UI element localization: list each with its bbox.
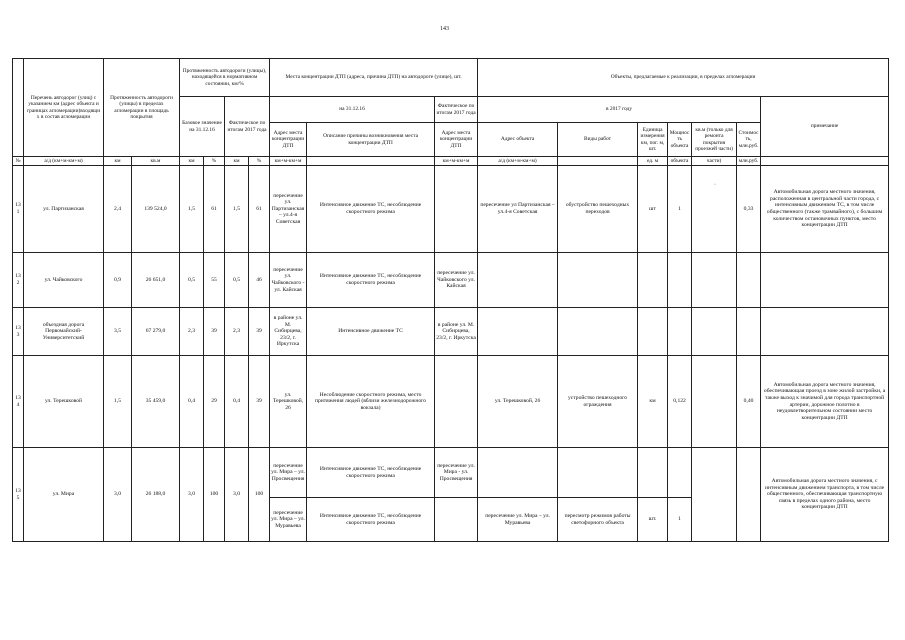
hdr-year: в 2017 году (478, 97, 761, 123)
row-base-pct: 29 (204, 356, 225, 448)
row-work (558, 253, 638, 308)
row-base-pct: 100 (204, 448, 225, 542)
row-actual-pct: 61 (249, 166, 270, 253)
row-actual-km: 2,3 (225, 308, 249, 356)
unit-km2: км (180, 157, 204, 166)
row-repair (692, 166, 737, 253)
table-row (13, 448, 889, 498)
row-note: Автомобильная дорога местного значения, с интенсивным движением транспорта, в том числе общественного, обеспечивающая транспортную связь в пределах одного района, место концентрации ДТП (761, 448, 889, 542)
row-dtp-reason: Интенсивное движение ТС, несоблюдение скоростного режима (307, 166, 435, 253)
road-agglomeration-table (12, 58, 889, 542)
row-unit (638, 448, 668, 498)
row-unit: км (638, 356, 668, 448)
row-road: ул. Терешковой (24, 356, 104, 448)
row-work: обустройство пешеходных переходов (558, 166, 638, 253)
row-obj-addr (478, 253, 558, 308)
row-note (761, 253, 889, 308)
unit-km: км (104, 157, 132, 166)
row-dtp-reason: Интенсивное движение ТС, несоблюдение скоростного режима (307, 253, 435, 308)
row-actual-km: 3,0 (225, 448, 249, 542)
unit-ad: а/д (км+м-км+м) (24, 157, 104, 166)
hdr-length: Протяженность автодороги (улицы) в пределах агломерации в площадь покрытия (104, 59, 180, 157)
row-dtp-addr: пересечение ул. Мира – ул. Просвещения (270, 448, 307, 498)
table-row (13, 356, 889, 448)
row-repair (692, 448, 737, 542)
row-unit: шт. (638, 498, 668, 542)
row-repair (692, 308, 737, 356)
unit-ad2: а/д (км+м-км+м) (478, 157, 558, 166)
hdr-normative: Протяженность автодороги (улицы), находящейся в нормативном состоянии, км/% (180, 59, 270, 97)
row-base-pct: 39 (204, 308, 225, 356)
row-actual-pct: 100 (249, 448, 270, 542)
row-power (668, 308, 692, 356)
unit-empty-reason (307, 157, 435, 166)
unit-kmm: км+м-км+м (270, 157, 307, 166)
hdr-dtp-actual: Фактическое по итогам 2017 года (435, 97, 478, 123)
row-dtp-reason: Несоблюдение скоростного режима, место притяжения людей (вблизи железнодорожного вокзала) (307, 356, 435, 448)
row-power (668, 253, 692, 308)
row-num: 135 (13, 448, 24, 542)
hdr-note: примечание (761, 97, 889, 157)
unit-kvm: кв.м (132, 157, 180, 166)
row-actual-km: 1,5 (225, 166, 249, 253)
row-actual-km: 0,4 (225, 356, 249, 448)
hdr-objects: Объекты, предлагаемые к реализации, в пределах агломерации (478, 59, 889, 97)
row-work: пересмотр режимов работы светофорного объекта (558, 498, 638, 542)
hdr-num-top (13, 59, 24, 157)
hdr-obj-addr: Адрес объекта (478, 123, 558, 157)
row-area: 26 651,0 (132, 253, 180, 308)
unit-pct: % (204, 157, 225, 166)
hdr-cost: Стоимость, млн.руб. (737, 123, 761, 157)
row-dtp-addr2: пересечение ул. Чайковского ул. Кайская (435, 253, 478, 308)
row-dtp-addr2: пересечение ул. Мира - ул. Просвещения (435, 448, 478, 498)
row-note: Автомобильная дорога местного значения, расположенная в центральной части города, с интенсивным движением ТС, в том числе общественного (также трамвайного), с большим количеством остановочных пунктов, место концентрации ДТП (761, 166, 889, 253)
row-unit (638, 308, 668, 356)
row-dtp-addr2 (435, 356, 478, 448)
row-num: 131 (13, 166, 24, 253)
unit-chasti: части) (692, 157, 737, 166)
row-power: 1 (668, 166, 692, 253)
row-road: ул. Чайковского (24, 253, 104, 308)
row-num: 134 (13, 356, 24, 448)
row-dtp-reason: Интенсивное движение ТС, несоблюдение скоростного режима (307, 498, 435, 542)
hdr-dtp: Места концентрации ДТП (адреса, причина ДТП) на автодороге (улице), шт. (270, 59, 478, 97)
row-dtp-addr2 (435, 498, 478, 542)
row-dtp-addr2 (435, 166, 478, 253)
row-base-km: 0,5 (180, 253, 204, 308)
unit-num: № (13, 157, 24, 166)
row-unit (638, 253, 668, 308)
hdr-work: Виды работ (558, 123, 638, 157)
row-note (761, 308, 889, 356)
row-obj-addr: пересечение ул Партизанская – ул.4-я Советская (478, 166, 558, 253)
row-actual-pct: 39 (249, 308, 270, 356)
row-actual-pct: 46 (249, 253, 270, 308)
row-cost (737, 253, 761, 308)
unit-empty-note (761, 157, 889, 166)
hdr-unit: Единица измерения км, пог. м, шт. (638, 123, 668, 157)
hdr-base: Базовое значение на 31.12.16 (180, 97, 225, 157)
row-repair (692, 356, 737, 448)
row-road: ул. Мира (24, 448, 104, 542)
row-work: устройство пешеходного ограждения (558, 356, 638, 448)
unit-ed: ед. м (638, 157, 668, 166)
row-obj-addr (478, 448, 558, 498)
row-cost: 0,40 (737, 356, 761, 448)
row-power: 1 (668, 498, 692, 542)
hdr-dtp-addr2: Адрес места концентрации ДТП (435, 123, 478, 157)
row-dtp-reason: Интенсивное движение ТС (307, 308, 435, 356)
row-base-pct: 61 (204, 166, 225, 253)
row-actual-km: 0,5 (225, 253, 249, 308)
row-dtp-addr: ул. Терешковой, 26 (270, 356, 307, 448)
table-row (13, 166, 889, 253)
stray-dot: · (714, 182, 716, 188)
row-cost (737, 308, 761, 356)
row-road: ул. Партизанская (24, 166, 104, 253)
row-cost: 0,33 (737, 166, 761, 253)
unit-obj: объекта (668, 157, 692, 166)
unit-km3: км (225, 157, 249, 166)
row-base-km: 3,0 (180, 448, 204, 542)
row-obj-addr: пересечение ул. Мира – ул. Муравьева (478, 498, 558, 542)
row-num: 132 (13, 253, 24, 308)
row-base-pct: 55 (204, 253, 225, 308)
row-dtp-reason: Интенсивное движение ТС, несоблюдение скоростного режима (307, 448, 435, 498)
row-length-km: 1,5 (104, 356, 132, 448)
row-area: 139 524,0 (132, 166, 180, 253)
row-length-km: 0,9 (104, 253, 132, 308)
unit-kmm2: км+м-км+м (435, 157, 478, 166)
hdr-actual: Фактическое по итогам 2017 года (225, 97, 270, 157)
hdr-dtp-reason: Описание причины возникновения места концентрации ДТП (307, 123, 435, 157)
row-length-km: 2,4 (104, 166, 132, 253)
unit-pct2: % (249, 157, 270, 166)
row-cost (737, 448, 761, 542)
hdr-dtp-addr: Адрес места концентрации ДТП (270, 123, 307, 157)
row-area: 26 188,0 (132, 448, 180, 542)
row-obj-addr (478, 308, 558, 356)
row-area: 35 459,0 (132, 356, 180, 448)
row-road: объездная дорога Первомайский-Университетский (24, 308, 104, 356)
row-obj-addr: ул. Терешковой, 26 (478, 356, 558, 448)
table-row (13, 308, 889, 356)
row-base-km: 2,3 (180, 308, 204, 356)
row-area: 67 279,0 (132, 308, 180, 356)
row-dtp-addr2: в районе ул. М. Сибирцева, 23/2, г. Иркутска (435, 308, 478, 356)
hdr-power: Мощность объекта (668, 123, 692, 157)
hdr-dtp-base: на 31.12.16 (270, 97, 435, 123)
row-length-km: 3,5 (104, 308, 132, 356)
row-note: Автомобильная дорога местного значения, обеспечивающая проезд в зоне жилой застройки, а также выход к значимой для города транспортной артерии, дорожное полотно в неудовлетворительном состоянии место концентрации ДТП (761, 356, 889, 448)
row-actual-pct: 39 (249, 356, 270, 448)
row-dtp-addr: пересечение ул. Мира – ул. Муравьева (270, 498, 307, 542)
row-base-km: 1,5 (180, 166, 204, 253)
unit-mln: млн.руб. (737, 157, 761, 166)
unit-empty-work (558, 157, 638, 166)
row-unit: шт (638, 166, 668, 253)
hdr-road: Перечень автодорог (улиц) с указанием км (адрес объекта и границах агломерации)входящи х в состав агломерации (24, 59, 104, 157)
row-base-km: 0,4 (180, 356, 204, 448)
row-power (668, 448, 692, 498)
row-power: 0,122 (668, 356, 692, 448)
row-dtp-addr: пересечение ул. Чайковского - ул. Кайская (270, 253, 307, 308)
row-dtp-addr: в районе ул. М. Сибирцева, 23/2, г. Иркутска (270, 308, 307, 356)
row-num: 133 (13, 308, 24, 356)
row-work (558, 308, 638, 356)
row-work (558, 448, 638, 498)
row-length-km: 3,0 (104, 448, 132, 542)
table-row (13, 253, 889, 308)
page-number: 143 (440, 26, 449, 32)
row-dtp-addr: пересечение ул. Партизанская – ул.4-я Советская (270, 166, 307, 253)
hdr-repair: кв.м (только для ремонта покрытия проезжей части) (692, 123, 737, 157)
row-repair (692, 253, 737, 308)
